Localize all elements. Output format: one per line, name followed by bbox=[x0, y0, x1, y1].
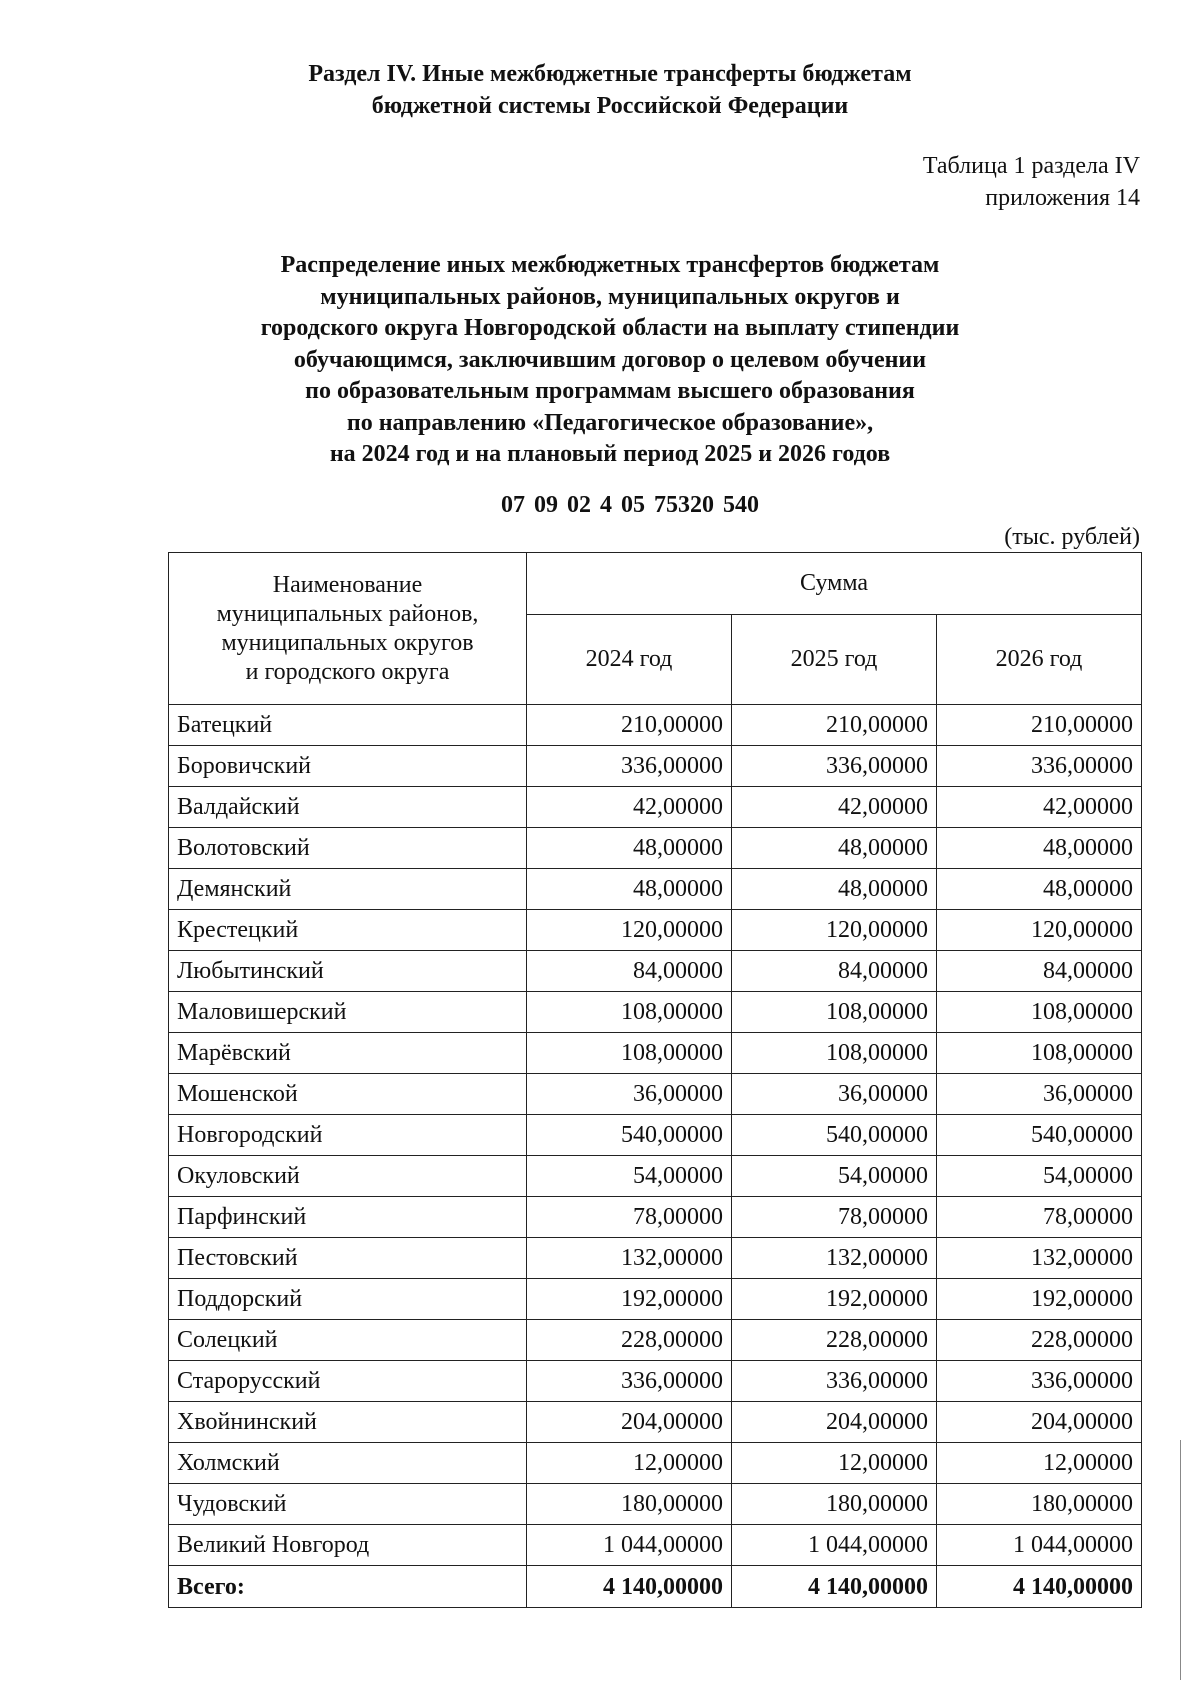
row-name: Демянский bbox=[169, 869, 527, 910]
table-row bbox=[169, 910, 1142, 951]
row-value-2025: 228,00000 bbox=[732, 1320, 937, 1361]
row-value-2026: 336,00000 bbox=[937, 1361, 1142, 1402]
row-name: Старорусский bbox=[169, 1361, 527, 1402]
table-reference-line-2: приложения 14 bbox=[985, 185, 1140, 211]
row-value-2024: 120,00000 bbox=[527, 910, 732, 951]
table-row bbox=[169, 1197, 1142, 1238]
row-value-2025: 336,00000 bbox=[732, 1361, 937, 1402]
row-name: Боровичский bbox=[169, 746, 527, 787]
table-row bbox=[169, 1238, 1142, 1279]
table-row bbox=[169, 1525, 1142, 1566]
row-name: Холмский bbox=[169, 1443, 527, 1484]
row-value-2024: 336,00000 bbox=[527, 746, 732, 787]
table-row bbox=[169, 705, 1142, 746]
row-name: Парфинский bbox=[169, 1197, 527, 1238]
row-value-2026: 12,00000 bbox=[937, 1443, 1142, 1484]
row-value-2024: 12,00000 bbox=[527, 1443, 732, 1484]
document-title-line: городского округа Новгородской области на выплату стипендии bbox=[260, 315, 960, 341]
document-title-line: муниципальных районов, муниципальных округов и bbox=[320, 283, 900, 310]
section-title-line-2: бюджетной системы Российской Федерации bbox=[371, 93, 849, 119]
row-value-2025: 540,00000 bbox=[732, 1115, 937, 1156]
row-name: Окуловский bbox=[169, 1156, 527, 1197]
row-value-2024: 78,00000 bbox=[527, 1197, 732, 1238]
table-row bbox=[169, 1320, 1142, 1361]
row-value-2024: 108,00000 bbox=[527, 1033, 732, 1074]
row-value-2024: 108,00000 bbox=[527, 992, 732, 1033]
row-value-2025: 108,00000 bbox=[732, 992, 937, 1033]
table-row bbox=[169, 1156, 1142, 1197]
row-value-2024: 180,00000 bbox=[527, 1484, 732, 1525]
row-value-2026: 108,00000 bbox=[937, 992, 1142, 1033]
row-name: Батецкий bbox=[169, 705, 527, 746]
row-value-2026: 84,00000 bbox=[937, 951, 1142, 992]
units-label: (тыс. рублей) bbox=[1004, 524, 1140, 550]
row-value-2026: 78,00000 bbox=[937, 1197, 1142, 1238]
total-row bbox=[169, 1566, 1142, 1608]
row-name: Новгородский bbox=[169, 1115, 527, 1156]
table-row bbox=[169, 869, 1142, 910]
header-sum: Сумма bbox=[527, 553, 1142, 615]
row-value-2026: 108,00000 bbox=[937, 1033, 1142, 1074]
table-row bbox=[169, 1279, 1142, 1320]
row-value-2025: 12,00000 bbox=[732, 1443, 937, 1484]
row-value-2025: 336,00000 bbox=[732, 746, 937, 787]
row-name: Волотовский bbox=[169, 828, 527, 869]
row-value-2025: 78,00000 bbox=[732, 1197, 937, 1238]
row-value-2024: 54,00000 bbox=[527, 1156, 732, 1197]
row-value-2024: 540,00000 bbox=[527, 1115, 732, 1156]
row-name: Солецкий bbox=[169, 1320, 527, 1361]
budget-code-text: 07 09 02 4 05 75320 540 bbox=[501, 492, 759, 518]
table-reference-line-1: Таблица 1 раздела IV bbox=[922, 153, 1140, 179]
row-value-2025: 1 044,00000 bbox=[732, 1525, 937, 1566]
row-value-2024: 132,00000 bbox=[527, 1238, 732, 1279]
table-row bbox=[169, 1115, 1142, 1156]
table-row bbox=[169, 1361, 1142, 1402]
table-row bbox=[169, 1033, 1142, 1074]
row-name: Марёвский bbox=[169, 1033, 527, 1074]
header-year-2026: 2026 год bbox=[937, 615, 1142, 705]
total-value-2025: 4 140,00000 bbox=[732, 1566, 937, 1608]
row-value-2026: 540,00000 bbox=[937, 1115, 1142, 1156]
row-name: Крестецкий bbox=[169, 910, 527, 951]
row-name: Валдайский bbox=[169, 787, 527, 828]
header-year-2024: 2024 год bbox=[527, 615, 732, 705]
row-value-2025: 132,00000 bbox=[732, 1238, 937, 1279]
document-title-line: на 2024 год и на плановый период 2025 и 2026 годов bbox=[329, 441, 891, 467]
row-value-2026: 1 044,00000 bbox=[937, 1525, 1142, 1566]
row-value-2024: 48,00000 bbox=[527, 828, 732, 869]
table-row bbox=[169, 1402, 1142, 1443]
row-value-2026: 120,00000 bbox=[937, 910, 1142, 951]
total-label: Всего: bbox=[169, 1566, 527, 1608]
total-value-2024: 4 140,00000 bbox=[527, 1566, 732, 1608]
row-value-2025: 42,00000 bbox=[732, 787, 937, 828]
row-value-2026: 336,00000 bbox=[937, 746, 1142, 787]
row-value-2024: 192,00000 bbox=[527, 1279, 732, 1320]
section-title bbox=[0, 58, 1200, 122]
document-title-line: Распределение иных межбюджетных трансфертов бюджетам bbox=[280, 252, 940, 278]
row-value-2024: 42,00000 bbox=[527, 787, 732, 828]
total-value-2026: 4 140,00000 bbox=[937, 1566, 1142, 1608]
table-row bbox=[169, 746, 1142, 787]
row-value-2026: 42,00000 bbox=[937, 787, 1142, 828]
row-name: Пестовский bbox=[169, 1238, 527, 1279]
row-value-2024: 336,00000 bbox=[527, 1361, 732, 1402]
row-value-2024: 1 044,00000 bbox=[527, 1525, 732, 1566]
row-value-2025: 84,00000 bbox=[732, 951, 937, 992]
row-name: Поддорский bbox=[169, 1279, 527, 1320]
row-value-2025: 192,00000 bbox=[732, 1279, 937, 1320]
row-name: Мошенской bbox=[169, 1074, 527, 1115]
header-name-line: и городского округа bbox=[245, 658, 450, 685]
row-value-2026: 192,00000 bbox=[937, 1279, 1142, 1320]
row-value-2025: 48,00000 bbox=[732, 828, 937, 869]
row-value-2025: 120,00000 bbox=[732, 910, 937, 951]
document-title bbox=[0, 250, 1200, 471]
budget-classification-code bbox=[0, 490, 1200, 520]
row-name: Маловишерский bbox=[169, 992, 527, 1033]
document-title-line: по направлению «Педагогическое образование», bbox=[346, 409, 874, 436]
row-value-2025: 48,00000 bbox=[732, 869, 937, 910]
header-name bbox=[169, 553, 527, 705]
header-name-line: Наименование bbox=[272, 571, 423, 598]
row-value-2025: 108,00000 bbox=[732, 1033, 937, 1074]
table-reference bbox=[923, 150, 1140, 214]
row-value-2024: 228,00000 bbox=[527, 1320, 732, 1361]
table-row bbox=[169, 787, 1142, 828]
row-value-2026: 204,00000 bbox=[937, 1402, 1142, 1443]
document-title-line: обучающимся, заключившим договор о целевом обучении bbox=[293, 346, 927, 373]
table-row bbox=[169, 828, 1142, 869]
table-row bbox=[169, 1074, 1142, 1115]
row-value-2025: 180,00000 bbox=[732, 1484, 937, 1525]
row-value-2024: 210,00000 bbox=[527, 705, 732, 746]
table-row bbox=[169, 1484, 1142, 1525]
table-row bbox=[169, 951, 1142, 992]
row-value-2026: 48,00000 bbox=[937, 869, 1142, 910]
row-value-2025: 54,00000 bbox=[732, 1156, 937, 1197]
row-value-2025: 36,00000 bbox=[732, 1074, 937, 1115]
section-title-line-1: Раздел IV. Иные межбюджетные трансферты бюджетам bbox=[308, 61, 912, 87]
row-name: Чудовский bbox=[169, 1484, 527, 1525]
row-value-2024: 84,00000 bbox=[527, 951, 732, 992]
table-row bbox=[169, 992, 1142, 1033]
table-row bbox=[169, 1443, 1142, 1484]
row-value-2024: 48,00000 bbox=[527, 869, 732, 910]
row-value-2026: 132,00000 bbox=[937, 1238, 1142, 1279]
row-value-2026: 228,00000 bbox=[937, 1320, 1142, 1361]
row-value-2026: 48,00000 bbox=[937, 828, 1142, 869]
header-year-2025: 2025 год bbox=[732, 615, 937, 705]
row-value-2025: 204,00000 bbox=[732, 1402, 937, 1443]
distribution-table bbox=[168, 552, 1142, 1608]
row-value-2024: 204,00000 bbox=[527, 1402, 732, 1443]
document-title-line: по образовательным программам высшего образования bbox=[305, 378, 915, 404]
row-name: Великий Новгород bbox=[169, 1525, 527, 1566]
row-name: Хвойнинский bbox=[169, 1402, 527, 1443]
row-name: Любытинский bbox=[169, 951, 527, 992]
scan-margin-line bbox=[1180, 1440, 1181, 1680]
row-value-2026: 180,00000 bbox=[937, 1484, 1142, 1525]
header-name-line: муниципальных районов, bbox=[216, 600, 479, 627]
row-value-2025: 210,00000 bbox=[732, 705, 937, 746]
row-value-2026: 54,00000 bbox=[937, 1156, 1142, 1197]
header-name-line: муниципальных округов bbox=[221, 629, 474, 656]
row-value-2026: 210,00000 bbox=[937, 705, 1142, 746]
row-value-2026: 36,00000 bbox=[937, 1074, 1142, 1115]
row-value-2024: 36,00000 bbox=[527, 1074, 732, 1115]
